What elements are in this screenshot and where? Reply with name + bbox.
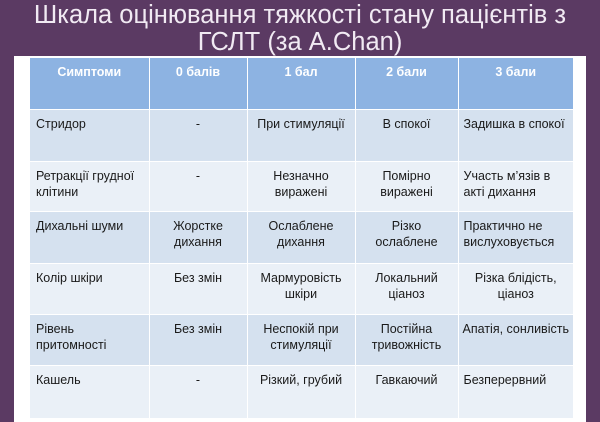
header-score-3: 3 бали <box>458 58 573 109</box>
symptom-cell: Кашель <box>30 365 149 418</box>
table-row <box>30 314 573 365</box>
header-symptoms: Симптоми <box>30 58 149 109</box>
header-score-0: 0 балів <box>149 58 247 109</box>
symptom-cell: Рівень притомності <box>30 314 149 365</box>
score-0-cell: - <box>149 109 247 161</box>
table-row <box>30 161 573 211</box>
score-3-cell: Задишка в спокої <box>458 109 573 161</box>
score-2-cell: Постійна тривожність <box>355 314 458 365</box>
title-line-1: Шкала оцінювання тяжкості стану пацієнтів з <box>33 1 567 29</box>
table-header-row <box>30 58 573 109</box>
score-3-cell: Апатія, сонливість <box>458 314 573 365</box>
score-0-cell: - <box>149 365 247 418</box>
score-3-cell: Участь м’язів в акті дихання <box>458 161 573 211</box>
score-2-cell: Різко ослаблене <box>355 211 458 263</box>
score-0-cell: Жорстке дихання <box>149 211 247 263</box>
symptom-cell: Дихальні шуми <box>30 211 149 263</box>
table-row <box>30 109 573 161</box>
table-row <box>30 365 573 418</box>
slide-title <box>0 2 600 56</box>
score-1-cell: Мармуровість шкіри <box>247 263 355 314</box>
score-3-cell: Різка блідість, ціаноз <box>458 263 573 314</box>
score-3-cell: Безперервний <box>458 365 573 418</box>
title-line-2: ГСЛТ (за A.Chan) <box>197 28 403 56</box>
symptom-score-table <box>30 58 573 418</box>
score-0-cell: Без змін <box>149 263 247 314</box>
score-1-cell: Неспокій при стимуляції <box>247 314 355 365</box>
symptom-cell: Колір шкіри <box>30 263 149 314</box>
score-0-cell: - <box>149 161 247 211</box>
table-row <box>30 263 573 314</box>
score-2-cell: Локальний ціаноз <box>355 263 458 314</box>
score-0-cell: Без змін <box>149 314 247 365</box>
score-1-cell: Ослаблене дихання <box>247 211 355 263</box>
table-row <box>30 211 573 263</box>
score-1-cell: Різкий, грубий <box>247 365 355 418</box>
score-3-cell: Практично не вислуховується <box>458 211 573 263</box>
score-1-cell: При стимуляції <box>247 109 355 161</box>
symptom-cell: Стридор <box>30 109 149 161</box>
score-2-cell: Помірно виражені <box>355 161 458 211</box>
score-2-cell: Гавкаючий <box>355 365 458 418</box>
header-score-1: 1 бал <box>247 58 355 109</box>
header-score-2: 2 бали <box>355 58 458 109</box>
score-2-cell: В спокої <box>355 109 458 161</box>
score-1-cell: Незначно виражені <box>247 161 355 211</box>
symptom-cell: Ретракції грудної клітини <box>30 161 149 211</box>
